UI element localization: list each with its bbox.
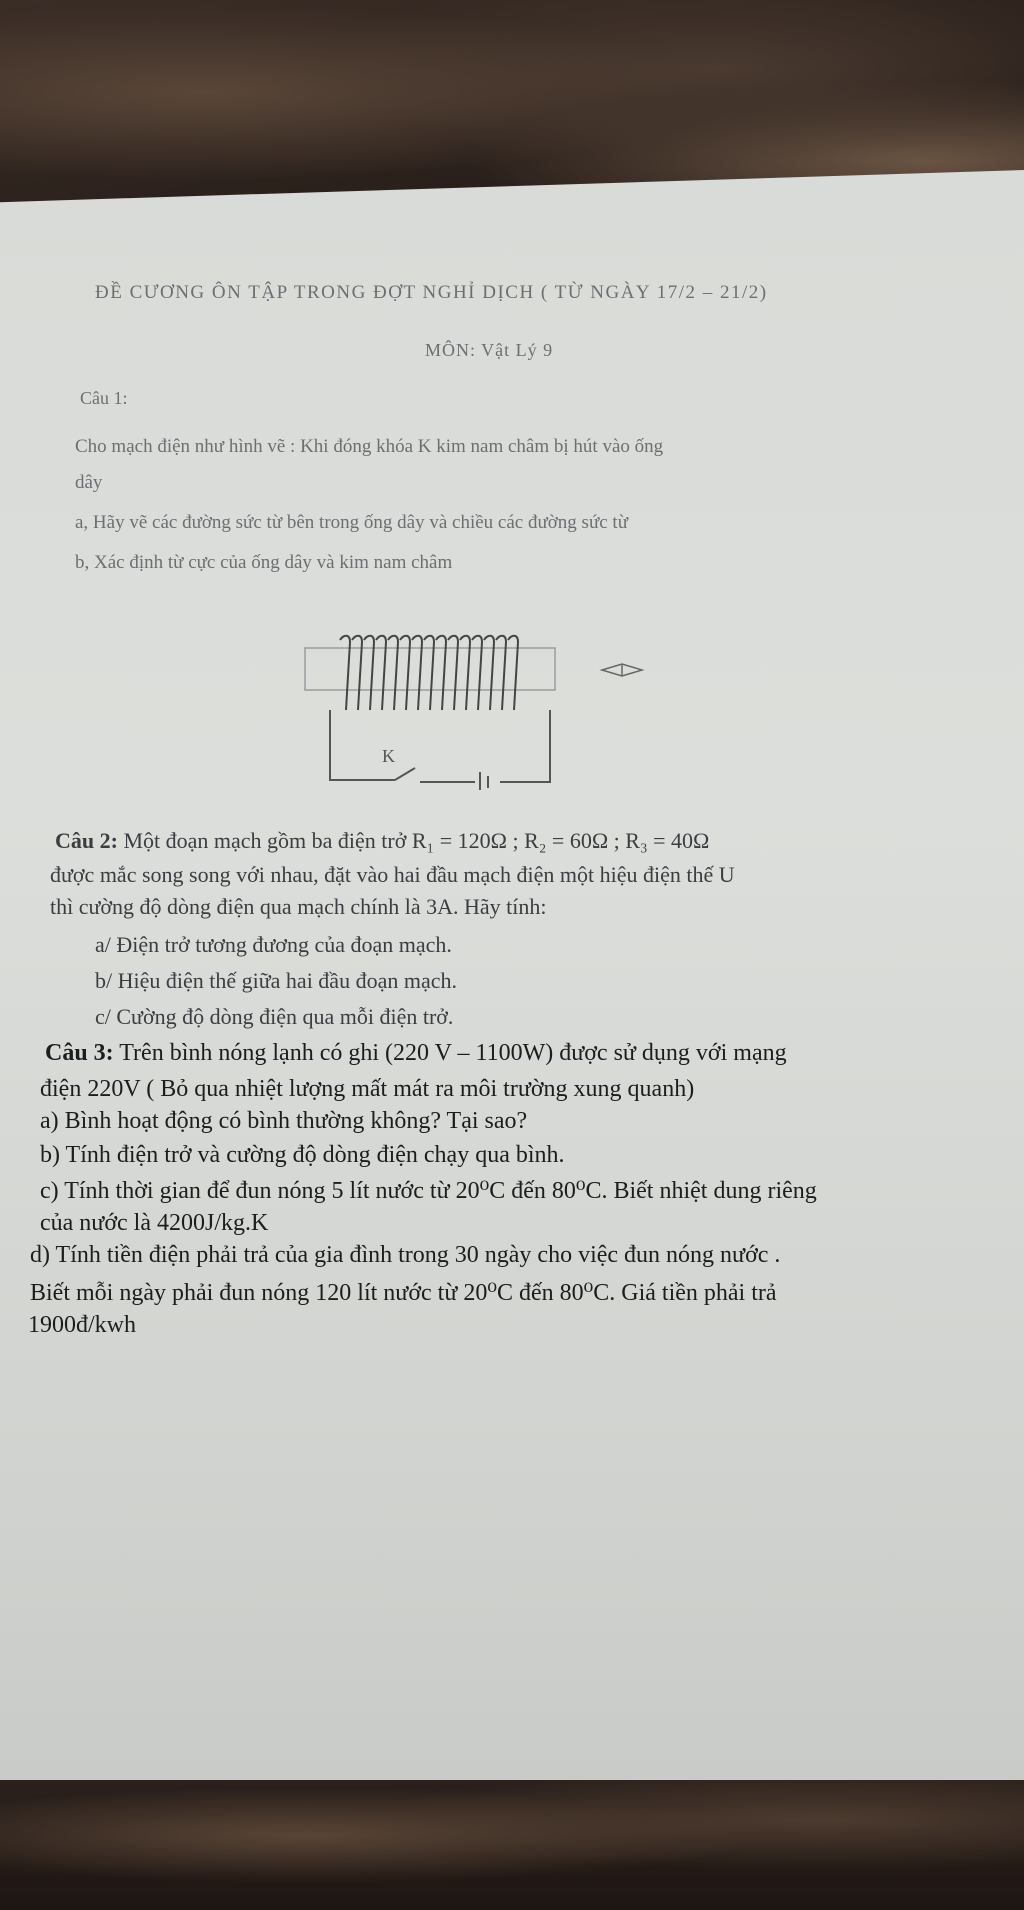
q1-part-a: a, Hãy vẽ các đường sức từ bên trong ống dây và chiều các đường sức từ — [75, 512, 629, 533]
q1-text-line2: dây — [75, 472, 103, 493]
q3-line1-text: Trên bình nóng lạnh có ghi (220 V – 1100W) được sử dụng với mạng — [113, 1040, 787, 1066]
q3-part-d-line3: 1900đ/kwh — [28, 1312, 136, 1338]
q3-part-c-line1: c) Tính thời gian để đun nóng 5 lít nước từ 20⁰C đến 80⁰C. Biết nhiệt dung riêng — [40, 1178, 817, 1204]
q2-label: Câu 2: — [55, 828, 118, 853]
q2-text-line2: được mắc song song với nhau, đặt vào hai đầu mạch điện một hiệu điện thế U — [50, 862, 735, 887]
q1-part-b: b, Xác định từ cực của ống dây và kim nam châm — [75, 552, 453, 573]
q3-part-d-line1: d) Tính tiền điện phải trả của gia đình trong 30 ngày cho việc đun nóng nước . — [30, 1242, 781, 1268]
q2-text-line3: thì cường độ dòng điện qua mạch chính là 3A. Hãy tính: — [50, 894, 547, 919]
q2-part-b: b/ Hiệu điện thế giữa hai đầu đoạn mạch. — [95, 968, 457, 993]
q3-part-b: b) Tính điện trở và cường độ dòng điện chạy qua bình. — [40, 1142, 565, 1168]
q2-part-a: a/ Điện trở tương đương của đoạn mạch. — [95, 932, 452, 957]
circuit-wires — [330, 710, 550, 790]
circuit-figure — [300, 620, 670, 790]
document-title: ĐỀ CƯƠNG ÔN TẬP TRONG ĐỢT NGHỈ DỊCH ( TỪ NGÀY 17/2 – 21/2) — [95, 282, 768, 303]
q3-text-line1 — [45, 1040, 787, 1067]
q3-part-c-line2: của nước là 4200J/kg.K — [40, 1210, 269, 1236]
q2-part-c: c/ Cường độ dòng điện qua mỗi điện trở. — [95, 1004, 454, 1029]
compass-needle-icon — [602, 664, 642, 676]
q3-text-line2: điện 220V ( Bỏ qua nhiệt lượng mất mát ra môi trường xung quanh) — [40, 1076, 695, 1102]
solenoid-coil — [305, 636, 555, 710]
q3-part-d-line2: Biết mỗi ngày phải đun nóng 120 lít nước từ 20⁰C đến 80⁰C. Giá tiền phải trả — [30, 1280, 777, 1306]
q1-text-line1: Cho mạch điện như hình vẽ : Khi đóng khóa K kim nam châm bị hút vào ống — [75, 436, 664, 457]
q3-part-a: a) Bình hoạt động có bình thường không? Tại sao? — [40, 1108, 528, 1134]
table-surface-bottom — [0, 1760, 1024, 1910]
q1-heading: Câu 1: — [80, 388, 128, 408]
q3-label: Câu 3: — [45, 1040, 114, 1066]
q2-text-line1 — [55, 828, 709, 854]
switch-k-label: K — [382, 746, 395, 766]
q2-line1-text: Một đoạn mạch gồm ba điện trở R₁ = 120Ω ; R₂ = 60Ω ; R₃ = 40Ω — [117, 828, 710, 853]
subject-line: MÔN: Vật Lý 9 — [425, 340, 554, 360]
